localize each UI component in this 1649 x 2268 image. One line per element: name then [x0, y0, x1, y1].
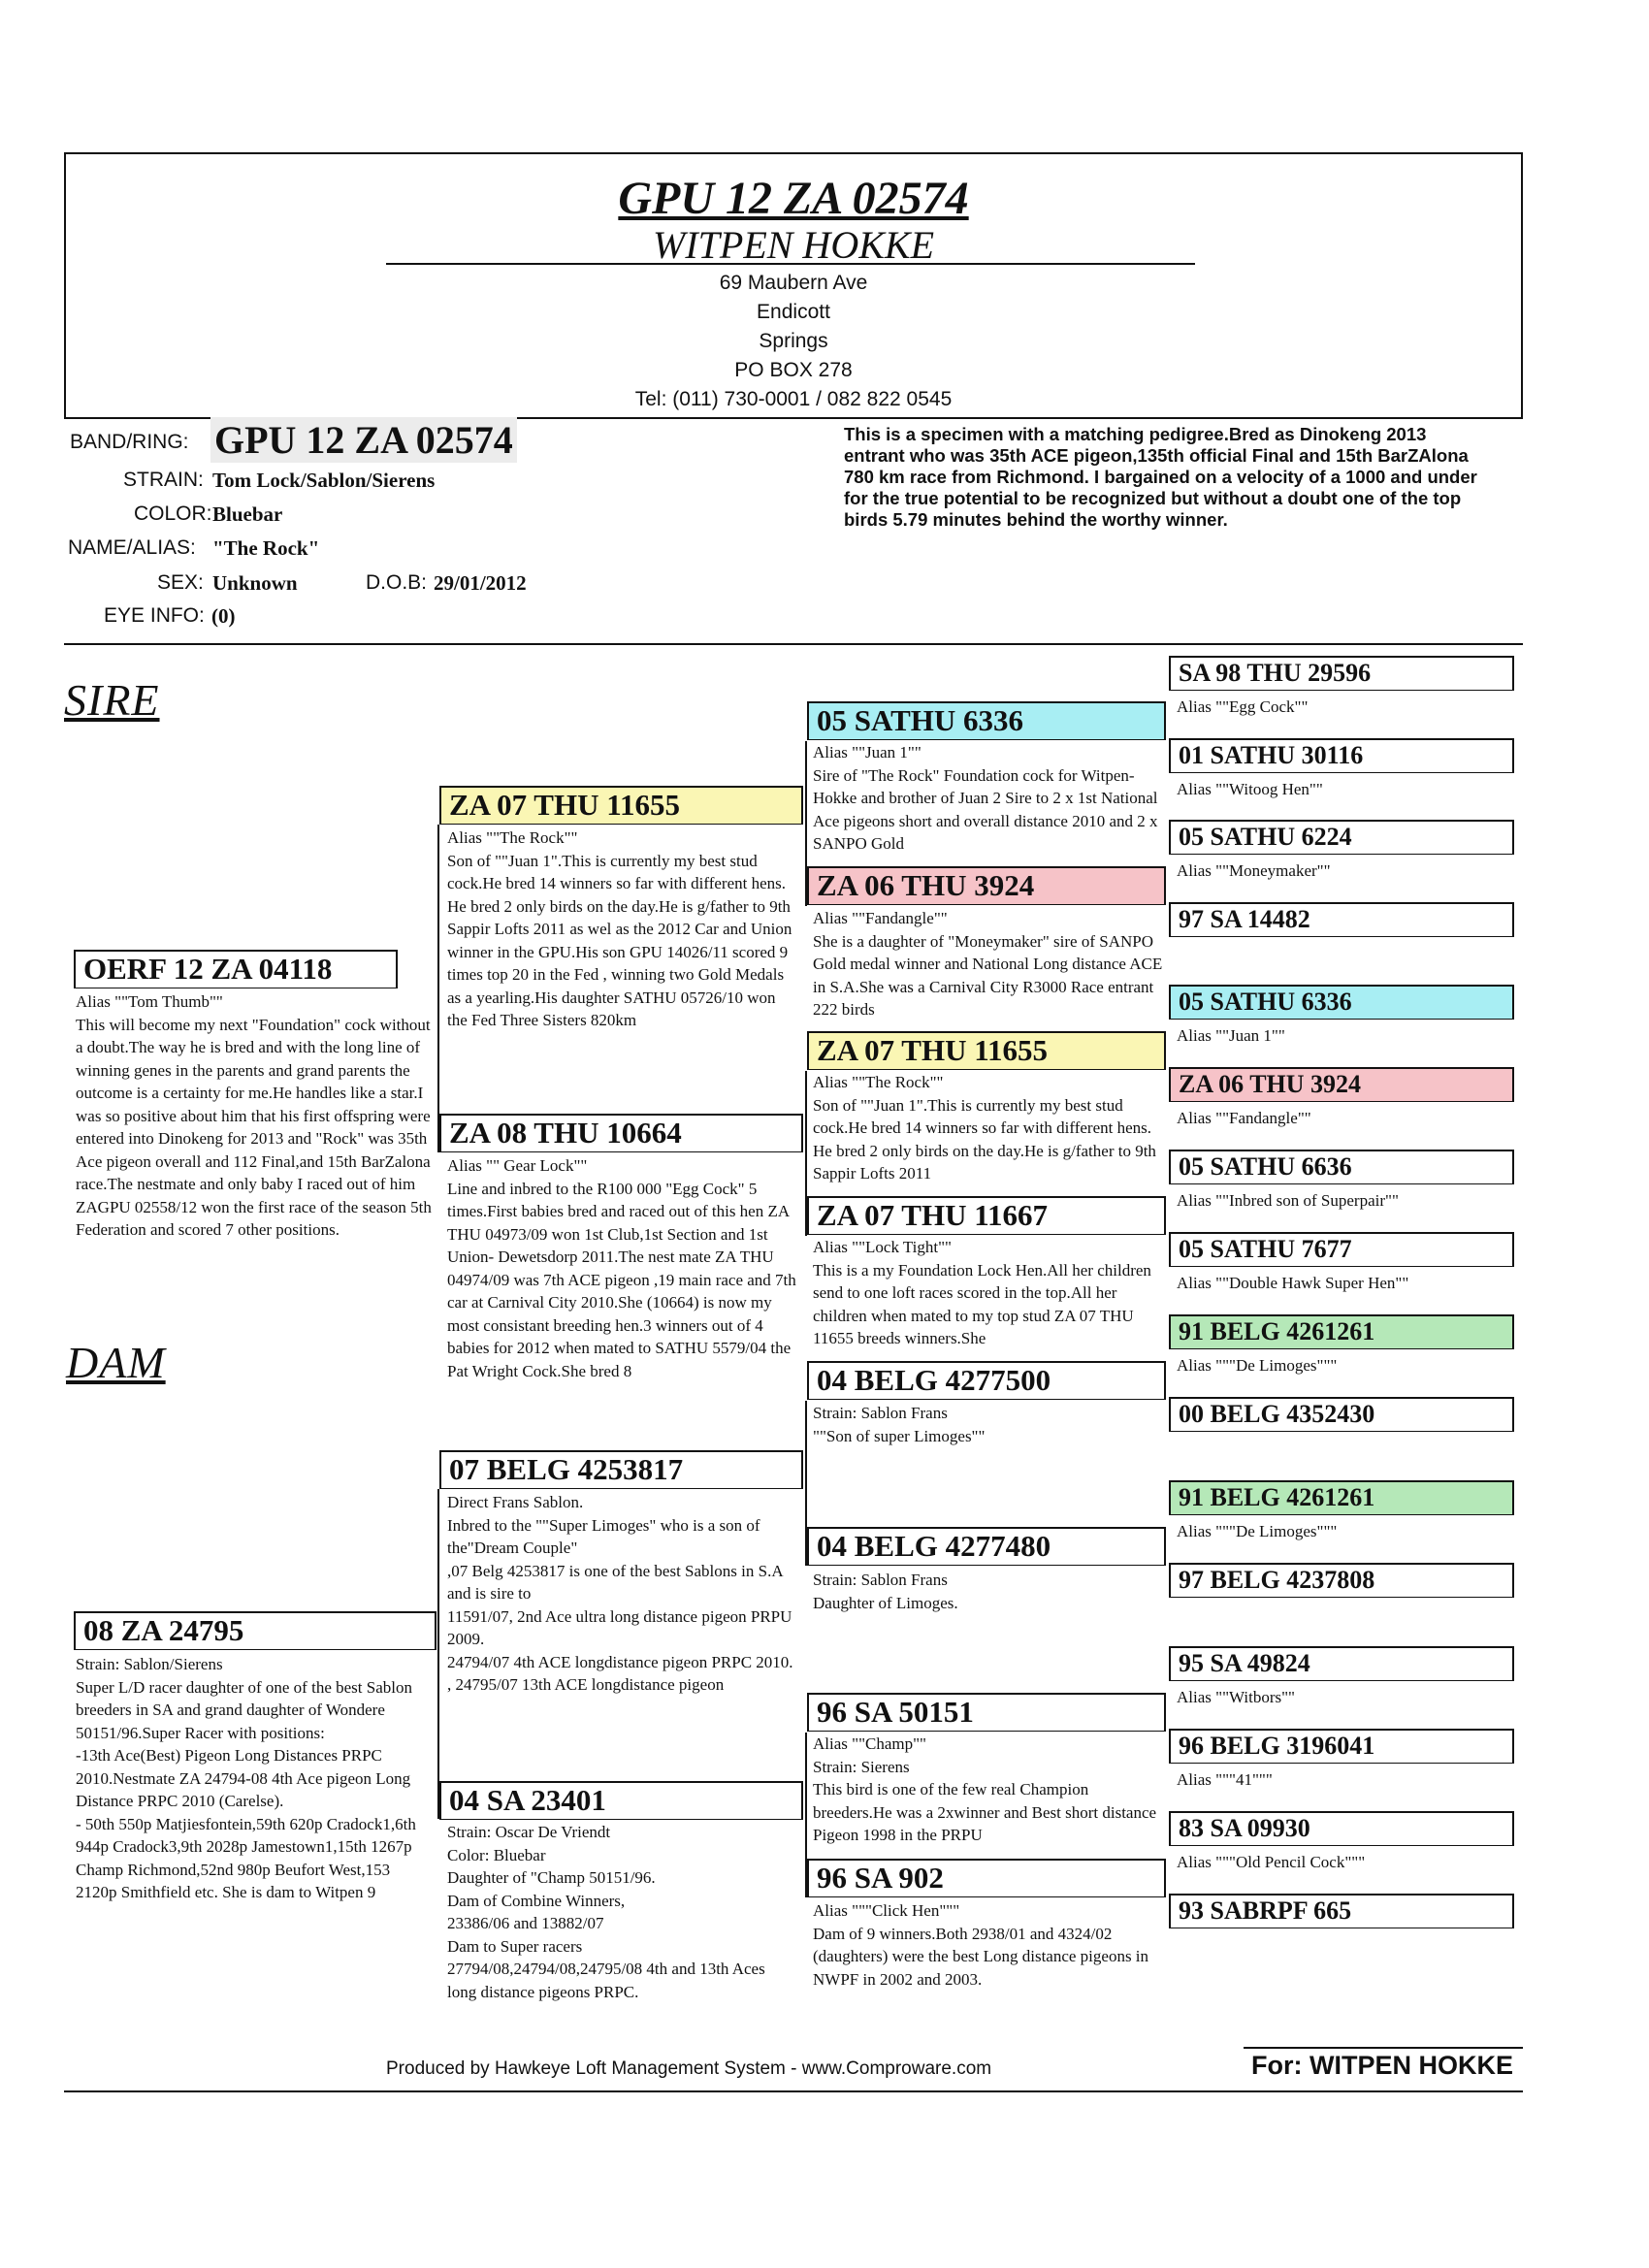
footer-rule: [1244, 2047, 1523, 2049]
connector-line: [437, 1489, 439, 1819]
gen4-ring: SA 98 THU 29596: [1169, 656, 1514, 691]
ggsire-ring: ZA 07 THU 11655: [807, 1031, 1166, 1070]
ggsire-notes: Alias ""Juan 1"" Sire of "The Rock" Foundation cock for Witpen-Hokke and brother of Juan 2 Sire to 2 x 1st National Ace pigeons short and overall distance 2010 and 2 x SANPO Gold: [813, 743, 1158, 853]
produced-by: Produced by Hawkeye Loft Management System - www.Comproware.com: [386, 2058, 992, 2079]
address-line: 69 Maubern Ave: [719, 272, 868, 294]
gen4-alias: Alias ""Witbors"": [1177, 1688, 1295, 1706]
dam-sire-notes: Direct Frans Sablon. Inbred to the ""Super Limoges" who is a son of the"Dream Couple" ,07 Belg 4253817 is one of the best Sablons in S.A and is sire to 11591/07, 2nd Ace ultra long distance pigeon PRPU 2009. 24794/07 4th ACE longdistance pigeon PRPC 2010. , 24795/07 13th ACE longdistance pigeon: [447, 1493, 793, 1694]
gen4-ring: 83 SA 09930: [1169, 1811, 1514, 1846]
ggsire-ring: 04 BELG 4277500: [807, 1361, 1166, 1400]
section-divider: [64, 643, 1523, 645]
ggdam-notes: Alias ""Fandangle"" She is a daughter of "Moneymaker" sire of SANPO Gold medal winner and National Long distance ACE in S.A.She was a Carnival City R3000 Race entrant 222 birds: [813, 909, 1163, 1019]
gen4-alias: Alias """41""": [1177, 1770, 1273, 1789]
connector-line: [437, 825, 439, 1152]
gen4-ring: 00 BELG 4352430: [1169, 1397, 1514, 1432]
alias-value: "The Rock": [212, 536, 320, 560]
gen4-ring: 01 SATHU 30116: [1169, 738, 1514, 773]
gen4-ring: ZA 06 THU 3924: [1169, 1067, 1514, 1102]
ggdam-notes: Alias """Click Hen""" Dam of 9 winners.Both 2938/01 and 4324/02 (daughters) were the best Long distance pigeons in NWPF in 2002 and 2003.: [813, 1901, 1149, 1989]
gen4-ring: 05 SATHU 6336: [1169, 985, 1514, 1020]
gen4-ring: 05 SATHU 6224: [1169, 820, 1514, 855]
color-label: COLOR:: [134, 502, 212, 525]
gen4-ring: 05 SATHU 6636: [1169, 1150, 1514, 1184]
dam-notes: Strain: Sablon/Sierens Super L/D racer daughter of one of the best Sablon breeders in SA and grand daughter of Wondere 50151/96.Super Racer with positions: -13th Ace(Best) Pigeon Long Distances PRPC 2010.Nestmate ZA 24794-08 4th Ace pigeon Long Distance PRPC 2010 (Carelse). - 50th 550p Matjiesfontein,59th 620p Cradock1,6th 944p Cradock3,9th 2028p Jamestown1,15th 1267p Champ Richmond,52nd 980p Beufort West,153 2120p Smithfield etc. She is dam to Witpen 9: [76, 1655, 416, 1901]
connector-line: [805, 1733, 807, 1897]
for-owner: For: WITPEN HOKKE: [1251, 2051, 1513, 2080]
gen4-alias: Alias """De Limoges""": [1177, 1522, 1338, 1540]
sire-dam-notes: Alias "" Gear Lock"" Line and inbred to the R100 000 "Egg Cock" 5 times.First babies bred and raced out of this hen ZA THU 04973/09 won 1st Club,1st Section and 1st Union- Dewetsdorp 2011.The nest mate ZA THU 04974/09 was 7th ACE pigeon ,19 main race and 7th car at Carnival City 2010.She (10664) is now my most consistant breeding hen.3 winners out of 4 babies for 2012 when mated to SATHU 5579/04 the Pat Wright Cock.She bred 8: [447, 1156, 796, 1380]
gen4-alias: Alias ""Witoog Hen"": [1177, 780, 1323, 798]
gen4-alias: Alias ""Juan 1"": [1177, 1026, 1285, 1045]
gen4-ring: 91 BELG 4261261: [1169, 1480, 1514, 1515]
gen4-ring: 97 BELG 4237808: [1169, 1563, 1514, 1598]
ggsire-notes: Strain: Sablon Frans ""Son of super Limoges"": [813, 1404, 986, 1445]
header-divider: [386, 263, 1195, 265]
gen4-alias: Alias ""Double Hawk Super Hen"": [1177, 1274, 1409, 1292]
sire-notes: Alias ""Tom Thumb"" This will become my next "Foundation" cock without a doubt.The way he is bred and with the long line of winning genes in the parents and grand parents the outcome is a certainty for me.He handles like a star.I was so positive about him that his first offspring were entered into Dinokeng for 2013 and "Rock" was 35th Ace pigeon overall and 112 Final,and 15th BarZalona race.The nestmate and only baby I raced out of him ZAGPU 02558/12 won the first race of the season 5th Federation and scored 7 other positions.: [76, 992, 432, 1239]
ggsire-ring: 05 SATHU 6336: [807, 701, 1166, 740]
ggdam-ring: ZA 06 THU 3924: [807, 866, 1166, 905]
footer-divider: [64, 2090, 1523, 2092]
ggsire-ring: 96 SA 50151: [807, 1693, 1166, 1732]
bird-notes: This is a specimen with a matching pedigree.Bred as Dinokeng 2013 entrant who was 35th ACE pigeon,135th official Final and 15th BarZAlona 780 km race from Richmond. I bargained on a velocity of a 1000 and under for the true potential to be recognized but without a doubt one of the top birds 5.79 minutes behind the worthy winner.: [844, 424, 1477, 530]
gen4-ring: 96 BELG 3196041: [1169, 1729, 1514, 1764]
address-line: PO BOX 278: [734, 359, 853, 381]
gen4-ring: 97 SA 14482: [1169, 902, 1514, 937]
sire-ring: OERF 12 ZA 04118: [74, 950, 398, 988]
dam-ring: 08 ZA 24795: [74, 1611, 436, 1650]
address-block: [66, 269, 1521, 414]
pedigree-title: GPU 12 ZA 02574: [618, 173, 969, 224]
sire-dam-ring: ZA 08 THU 10664: [439, 1114, 803, 1152]
gen4-alias: Alias ""Egg Cock"": [1177, 697, 1309, 716]
connector-line: [805, 1071, 807, 1236]
sire-sire-notes: Alias ""The Rock"" Son of ""Juan 1".This is currently my best stud cock.He bred 14 winners so far with different hens. He bred 2 only birds on the day.He is g/father to 9th Sappir Lofts 2011 as wel as the 2012 Car and Union winner in the GPU.His son GPU 14026/11 scored 9 times top 20 in the Fed , winning two Gold Medals as a yearling.His daughter SATHU 05726/10 won the Fed Three Sisters 820km: [447, 828, 792, 1029]
gen4-ring: 95 SA 49824: [1169, 1646, 1514, 1681]
telephone: Tel: (011) 730-0001 / 082 822 0545: [634, 388, 953, 410]
eye-value: (0): [211, 604, 236, 628]
gen4-ring: 93 SABRPF 665: [1169, 1894, 1514, 1928]
address-line: Springs: [759, 330, 828, 352]
address-line: Endicott: [757, 301, 830, 323]
dob-value: 29/01/2012: [434, 571, 527, 595]
gen4-alias: Alias """Old Pencil Cock""": [1177, 1853, 1366, 1871]
connector-line: [805, 741, 807, 906]
gen4-ring: 05 SATHU 7677: [1169, 1232, 1514, 1267]
ggdam-ring: 96 SA 902: [807, 1859, 1166, 1897]
dam-label: DAM: [66, 1338, 166, 1387]
ggdam-notes: Alias ""Lock Tight"" This is a my Foundation Lock Hen.All her children send to one loft races scored in the top.All her children when mated to my top stud ZA 07 THU 11655 breeds winners.She: [813, 1238, 1151, 1347]
color-value: Bluebar: [212, 502, 283, 526]
ggsire-notes: Alias ""Champ"" Strain: Sierens This bird is one of the few real Champion breeders.He was a 2xwinner and Best short distance Pigeon 1998 in the PRPU: [813, 1734, 1157, 1844]
ggdam-ring: ZA 07 THU 11667: [807, 1196, 1166, 1235]
strain-value: Tom Lock/Sablon/Sierens: [212, 469, 436, 492]
band-value: GPU 12 ZA 02574: [210, 417, 517, 463]
dam-dam-ring: 04 SA 23401: [439, 1781, 803, 1820]
gen4-ring: 91 BELG 4261261: [1169, 1314, 1514, 1349]
ggdam-ring: 04 BELG 4277480: [807, 1527, 1166, 1566]
ggsire-notes: Alias ""The Rock"" Son of ""Juan 1".This is currently my best stud cock.He bred 14 winners so far with different hens. He bred 2 only birds on the day.He is g/father to 9th Sappir Lofts 2011: [813, 1073, 1156, 1183]
owner-name: WITPEN HOKKE: [653, 223, 934, 267]
connector-line: [805, 1401, 807, 1566]
sex-label: SEX:: [157, 571, 204, 594]
strain-label: STRAIN:: [123, 469, 204, 491]
sire-sire-ring: ZA 07 THU 11655: [439, 786, 803, 825]
gen4-alias: Alias ""Fandangle"": [1177, 1109, 1311, 1127]
sex-value: Unknown: [212, 571, 298, 595]
gen4-alias: Alias ""Inbred son of Superpair"": [1177, 1191, 1399, 1210]
band-label: BAND/RING:: [70, 431, 189, 453]
alias-label: NAME/ALIAS:: [68, 536, 196, 559]
dam-sire-ring: 07 BELG 4253817: [439, 1450, 803, 1489]
header-box: [64, 152, 1523, 419]
dob-label: D.O.B:: [366, 571, 428, 594]
sire-label: SIRE: [64, 675, 160, 725]
eye-label: EYE INFO:: [104, 604, 205, 627]
dam-dam-notes: Strain: Oscar De Vriendt Color: Bluebar Daughter of "Champ 50151/96. Dam of Combine Winners, 23386/06 and 13882/07 Dam to Super racers 27794/08,24794/08,24795/08 4th and 13th Aces long distance pigeons PRPC.: [447, 1823, 765, 2001]
gen4-alias: Alias ""Moneymaker"": [1177, 861, 1331, 880]
gen4-alias: Alias """De Limoges""": [1177, 1356, 1338, 1375]
ggdam-notes: Strain: Sablon Frans Daughter of Limoges.: [813, 1571, 958, 1612]
